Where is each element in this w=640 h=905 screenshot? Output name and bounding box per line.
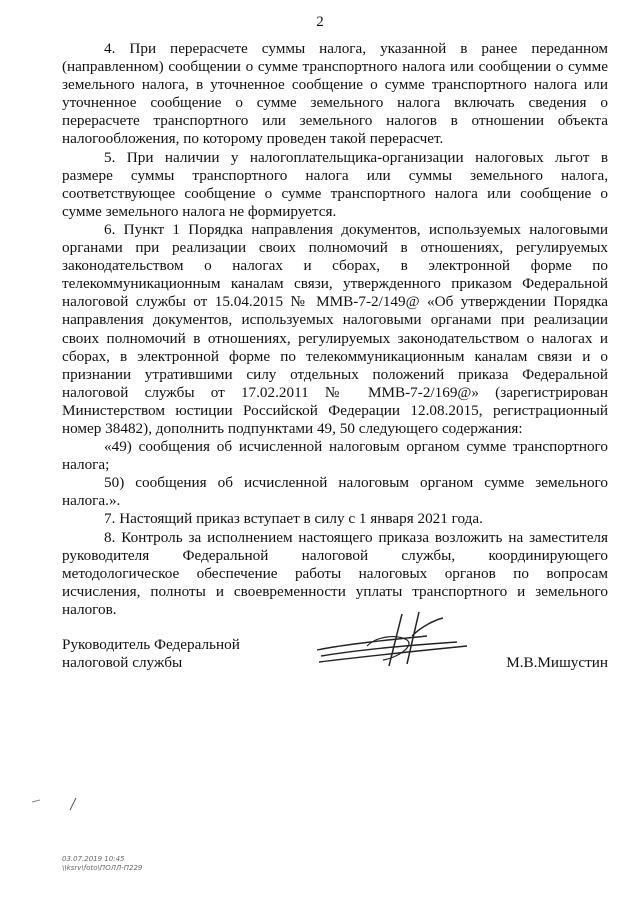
paragraph-6: 6. Пункт 1 Порядка направления документов, используемых налоговыми органами при реализации своих полномочий в отношениях, регулируемых законодательством о налогах и сборах, в электронной форме по телекоммуникационным каналам связи, утвержденного приказом Федеральной налоговой службы от 15.04.2015 № ММВ-7-2/149@ «Об утверждении Порядка направления документов, используемых налоговыми органами при реализации своих полномочий в отношениях, регулируемых законодательством о налогах и сборах, в электронной форме по телекоммуникационным каналам связи и о признании утратившими силу отдельных положений приказа Федеральной налоговой службы от 17.02.2011 № ММВ-7-2/169@» (зарегистрирован Министерством юстиции Российской Федерации 12.08.2015, регистрационный номер 38482), дополнить подпунктами 49, 50 следующего содержания: xyxy=(62,220,608,437)
signer-title-line1: Руководитель Федеральной xyxy=(62,636,240,653)
signer-title xyxy=(62,636,240,672)
paragraph-4: 4. При перерасчете суммы налога, указанной в ранее переданном (направленном) сообщении о сумме транспортного налога или сообщении о сумме земельного налога, в уточненное сообщение о сумме транспортного налога или уточненное сообщение о сумме земельного налога включать сведения о перерасчете транспортного или земельного налогов в отношении объекта налогообложения, по которому проведен такой перерасчет. xyxy=(62,40,608,148)
paragraph-7: 7. Настоящий приказ вступает в силу с 1 января 2021 года. xyxy=(104,510,483,528)
subitem-50: 50) сообщения об исчисленной налоговым органом сумме земельного налога.». xyxy=(62,474,608,510)
handwritten-signature xyxy=(307,606,477,676)
footer-line2: \\ksrv\foto\ПОЛЛ-П229 xyxy=(62,864,143,872)
footer-line1: 03.07.2019 10:45 xyxy=(62,855,125,863)
signer-title-line2: налоговой службы xyxy=(62,654,183,671)
pen-mark xyxy=(30,780,90,820)
page-number: 2 xyxy=(316,14,324,30)
paragraph-5: 5. При наличии у налогоплательщика-организации налоговых льгот в размере суммы транспортного налога или суммы земельного налога, соответствующее сообщение о сумме транспортного налога или сообщение о сумме земельного налога не формируется. xyxy=(62,148,608,220)
signer-name: М.В.Мишустин xyxy=(506,654,608,671)
footer-stamp xyxy=(62,855,142,873)
document-body xyxy=(62,40,608,619)
signature-block xyxy=(62,636,608,696)
subitem-49: «49) сообщения об исчисленной налоговым органом сумме транспортного налога; xyxy=(62,438,608,474)
paragraph-8: 8. Контроль за исполнением настоящего приказа возложить на заместителя руководителя Федеральной налоговой службы, координирующего методологическое обеспечение работы налоговых органов по вопросам исчисления, полноты и своевременности уплаты транспортного и земельного налогов. xyxy=(62,528,608,618)
